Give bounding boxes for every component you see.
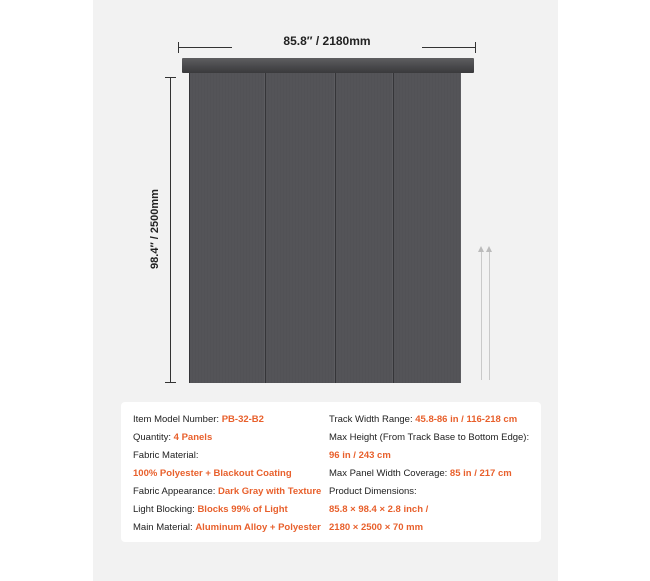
- spec-value: Dark Gray with Texture: [218, 486, 322, 497]
- spec-light: [133, 504, 288, 516]
- spec-max-height-value: [329, 450, 391, 462]
- spec-material: [133, 522, 321, 534]
- spec-dimensions-line2: [329, 522, 423, 534]
- spec-label: Track Width Range:: [329, 414, 416, 425]
- blind-panel: [335, 73, 393, 383]
- control-wand: [489, 252, 490, 380]
- spec-fabric-label: Fabric Material:: [133, 450, 199, 461]
- spec-value: 4 Panels: [173, 432, 213, 443]
- spec-label: Light Blocking:: [133, 504, 198, 515]
- blind-panel: [265, 73, 335, 383]
- headrail: [182, 58, 474, 73]
- spec-value: 2180 × 2500 × 70 mm: [329, 522, 424, 533]
- spec-appearance: [133, 486, 321, 498]
- control-wand: [481, 252, 482, 380]
- spec-label: Main Material:: [133, 522, 196, 533]
- spec-coverage: [329, 468, 512, 480]
- spec-fabric-value: [133, 468, 292, 480]
- spec-value: Blocks 99% of Light: [197, 504, 288, 515]
- spec-value: 45.8-86 in / 116-218 cm: [415, 414, 518, 425]
- spec-label: Max Panel Width Coverage:: [329, 468, 450, 479]
- spec-value: 100% Polyester + Blackout Coating: [133, 468, 292, 479]
- spec-value: Aluminum Alloy + Polyester: [195, 522, 321, 533]
- height-dimension-label: 98.4″ / 2500mm: [149, 189, 161, 269]
- height-dimension-line: [170, 77, 171, 383]
- spec-dimensions-label: Product Dimensions:: [329, 486, 417, 497]
- spec-label: Quantity:: [133, 432, 174, 443]
- width-dimension-label: 85.8″ / 2180mm: [232, 34, 422, 48]
- spec-value: PB-32-B2: [221, 414, 264, 425]
- spec-max-height-label: Max Height (From Track Base to Bottom Edge):: [329, 432, 530, 443]
- spec-model: [133, 414, 264, 426]
- spec-value: 85 in / 217 cm: [449, 468, 512, 479]
- spec-track: [329, 414, 517, 426]
- spec-label: Fabric Appearance:: [133, 486, 219, 497]
- spec-label: Item Model Number:: [133, 414, 222, 425]
- spec-dimensions-line1: [329, 504, 428, 516]
- spec-quantity: [133, 432, 212, 444]
- spec-value: 85.8 × 98.4 × 2.8 inch /: [329, 504, 429, 515]
- blind-panel: [189, 73, 265, 383]
- spec-value: 96 in / 243 cm: [329, 450, 391, 461]
- blind-panel: [393, 73, 461, 383]
